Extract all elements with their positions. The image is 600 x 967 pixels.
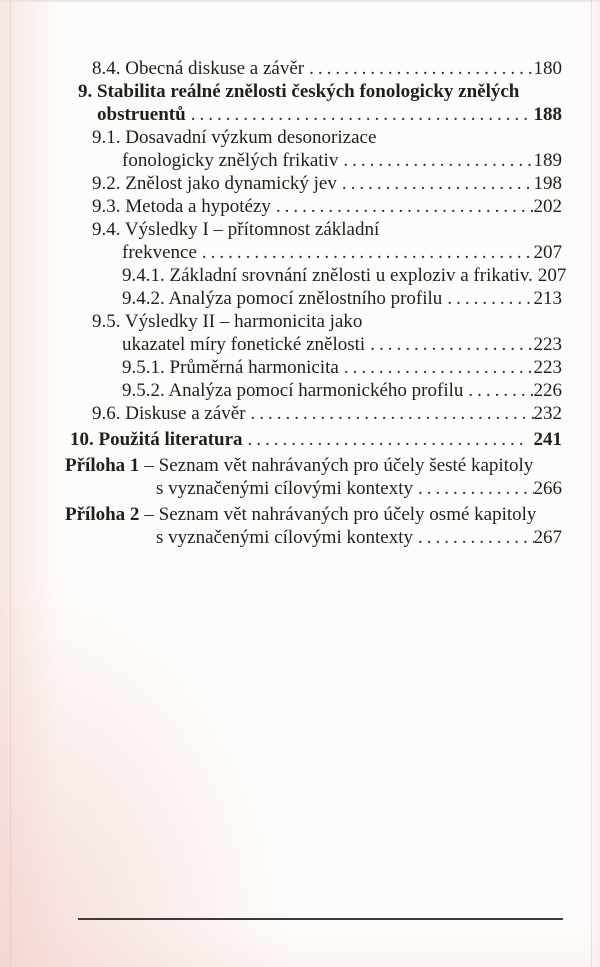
toc-entry-10	[0, 428, 562, 451]
toc-entry-title: 9.4.1. Základní srovnání znělosti u exploziv a frikativ.	[122, 265, 533, 286]
toc-entry-title: 9.1. Dosavadní výzkum desonorizace	[92, 127, 377, 148]
toc-entry-title: 9.5. Výsledky II – harmonicita jako	[92, 311, 363, 332]
toc-entry-9-1-continuation	[0, 149, 562, 172]
toc-entry-title: – Seznam vět nahrávaných pro účely osmé kapitoly	[144, 504, 537, 525]
toc-entry-9-3	[0, 195, 562, 218]
toc-page-number: 241	[533, 429, 562, 450]
toc-entry-title: 9.5.2. Analýza pomocí harmonického profilu	[122, 380, 464, 401]
toc-entry-title: 9.4. Výsledky I – přítomnost základní	[92, 219, 380, 240]
toc-entry-title: s vyznačenými cílovými kontexty	[156, 527, 413, 548]
dot-leader	[413, 526, 534, 549]
toc-entry-priloha-1	[0, 454, 562, 477]
dot-leader	[463, 379, 533, 402]
toc-entry-8-4	[0, 57, 562, 80]
toc-entry-title: 9.2. Znělost jako dynamický jev	[92, 173, 337, 194]
toc-entry-9-4-1	[0, 264, 567, 287]
toc-entry-9-4	[0, 218, 562, 241]
toc-entry-title: 9.6. Diskuse a závěr	[92, 403, 246, 424]
footer-rule	[78, 918, 563, 920]
dot-leader	[339, 356, 534, 379]
dot-leader	[271, 195, 534, 218]
toc-entry-title: – Seznam vět nahrávaných pro účely šesté kapitoly	[144, 455, 534, 476]
toc-entry-title: obstruentů	[97, 104, 186, 125]
toc-page-number: 223	[533, 357, 562, 378]
toc-entry-9-5-continuation	[0, 333, 562, 356]
toc-entry-title: 9.5.1. Průměrná harmonicita	[122, 357, 339, 378]
dot-leader	[442, 287, 533, 310]
toc-entry-9-continuation	[0, 103, 562, 126]
toc-entry-title: s vyznačenými cílovými kontexty	[156, 478, 413, 499]
toc-entry-title: 8.4. Obecná diskuse a závěr	[92, 58, 305, 79]
toc-page-number: 267	[533, 527, 562, 548]
toc-page-number: 213	[533, 288, 562, 309]
dot-leader	[243, 428, 527, 451]
dot-leader	[365, 333, 533, 356]
toc-entry-9-5-1	[0, 356, 562, 379]
toc-entry-9-6	[0, 402, 562, 425]
toc-page-number: 180	[533, 58, 562, 79]
toc-entry-title: 9. Stabilita reálné znělosti českých fonologicky znělých	[78, 81, 520, 102]
dot-leader	[413, 477, 534, 500]
dot-leader	[186, 103, 527, 126]
toc-page-number: 189	[533, 150, 562, 171]
toc-entry-priloha-2-continuation	[0, 526, 562, 549]
toc-entry-priloha-2	[0, 503, 562, 526]
table-of-contents	[0, 57, 600, 549]
toc-entry-label: Příloha 1	[65, 455, 140, 476]
dot-leader	[246, 402, 534, 425]
toc-entry-9	[0, 80, 562, 103]
toc-page-number: 198	[533, 173, 562, 194]
toc-entry-title: ukazatel míry fonetické znělosti	[122, 334, 366, 355]
dot-leader	[337, 172, 534, 195]
toc-page-number: 188	[533, 104, 562, 125]
toc-entry-9-5-2	[0, 379, 562, 402]
toc-entry-9-5	[0, 310, 562, 333]
toc-entry-title: 9.4.2. Analýza pomocí znělostního profilu	[122, 288, 443, 309]
dot-leader	[304, 57, 533, 80]
toc-page-number: 207	[533, 242, 562, 263]
toc-entry-title: 10. Použitá literatura	[70, 429, 243, 450]
toc-entry-title: frekvence	[122, 242, 197, 263]
toc-entry-label: Příloha 2	[65, 504, 140, 525]
toc-page-number: 266	[533, 478, 562, 499]
toc-page-number: 207	[537, 265, 567, 286]
dot-leader	[338, 149, 533, 172]
toc-entry-9-4-2	[0, 287, 562, 310]
toc-entry-title: 9.3. Metoda a hypotézy	[92, 196, 271, 217]
toc-page-number: 232	[533, 403, 562, 424]
toc-page-number: 202	[533, 196, 562, 217]
toc-entry-title: fonologicky znělých frikativ	[122, 150, 339, 171]
dot-leader	[197, 241, 534, 264]
toc-entry-9-4-continuation	[0, 241, 562, 264]
toc-entry-9-1	[0, 126, 562, 149]
toc-entry-9-2	[0, 172, 562, 195]
toc-page-number: 226	[533, 380, 562, 401]
toc-page-number: 223	[533, 334, 562, 355]
toc-entry-priloha-1-continuation	[0, 477, 562, 500]
